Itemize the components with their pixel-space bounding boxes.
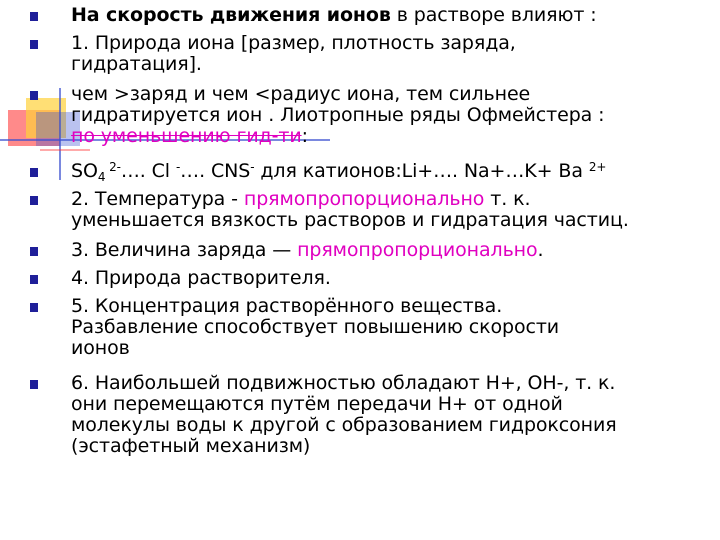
item-line: уменьшается вязкость растворов и гидратация частиц. — [71, 209, 629, 231]
highlight-text: прямопропорционально — [243, 188, 485, 210]
list-item — [71, 296, 711, 359]
highlight-text: прямопропорционально — [297, 239, 538, 261]
item-line: Разбавление способствует повышению скорости — [71, 316, 560, 338]
item-line — [71, 189, 711, 210]
superscript: 2- — [105, 160, 121, 174]
list-item — [71, 33, 711, 75]
square-bullet-icon — [30, 91, 38, 100]
square-bullet-icon — [30, 380, 38, 389]
item-line: они перемещаются путём передачи H+ от одной — [71, 393, 563, 415]
square-bullet-icon — [30, 12, 38, 21]
item-line: ионов — [71, 337, 130, 359]
list-item — [71, 240, 711, 261]
list-item — [71, 373, 711, 457]
square-bullet-icon — [30, 196, 38, 205]
ion-so4: SO — [71, 160, 98, 182]
item-line: гидратируется ион . Лиотропные ряды Офмейстера : — [71, 104, 605, 126]
heading-rest: в растворе влияют : — [390, 4, 597, 26]
item-line: 6. Наибольшей подвижностью обладают H+, OH-, т. к. — [71, 372, 616, 394]
item-line: чем >заряд и чем <радиус иона, тем сильнее — [71, 83, 531, 105]
superscript: - — [175, 160, 181, 174]
superscript: - — [250, 160, 255, 174]
ion-cns: …. CNS — [180, 160, 251, 182]
item-line: 5. Концентрация растворённого вещества. — [71, 295, 503, 317]
text: . — [537, 239, 544, 261]
punctuation: : — [301, 125, 308, 147]
subscript: 4 — [97, 170, 106, 184]
square-bullet-icon — [30, 303, 38, 312]
text: 3. Величина заряда — — [71, 239, 298, 261]
cations-text: для катионов:Li+…. Na+…K+ Ba — [254, 160, 589, 182]
list-item — [71, 84, 711, 147]
list-item — [71, 268, 711, 289]
text: 2. Температура - — [71, 188, 244, 210]
item-line: 4. Природа растворителя. — [71, 267, 331, 289]
item-line — [71, 126, 711, 147]
item-line: (эстафетный механизм) — [71, 435, 311, 457]
square-bullet-icon — [30, 275, 38, 284]
superscript: 2+ — [588, 160, 607, 174]
item-line: 1. Природа иона [размер, плотность заряда, — [71, 32, 516, 54]
list-item — [71, 161, 711, 182]
list-item — [71, 189, 711, 231]
square-bullet-icon — [30, 168, 38, 177]
item-line: молекулы воды к другой с образованием гидроксония — [71, 414, 617, 436]
text: т. к. — [484, 188, 531, 210]
square-bullet-icon — [30, 40, 38, 49]
heading-text: На скорость движения ионов — [71, 4, 391, 26]
ion-cl: …. Cl — [120, 160, 176, 182]
list-item — [71, 5, 711, 26]
item-line: гидратация]. — [71, 53, 202, 75]
struck-text: по уменьшению гид-ти — [71, 125, 302, 147]
square-bullet-icon — [30, 247, 38, 256]
